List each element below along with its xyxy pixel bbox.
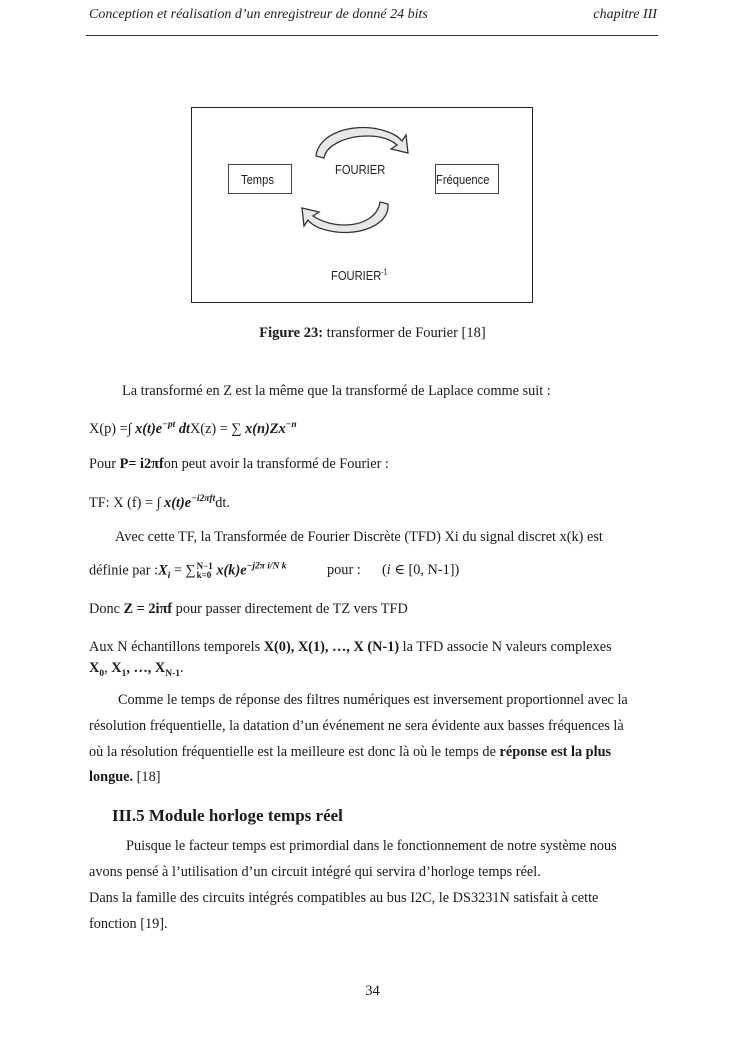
def-lhs-sub: i (167, 571, 171, 582)
donc-prefix: Donc (89, 601, 124, 617)
def-pour: pour : (327, 562, 361, 578)
def-sum-sup: N−1 (196, 561, 213, 571)
def-sum-sub: k=0 (196, 570, 212, 580)
inverse-fourier-exponent: -1 (381, 267, 388, 277)
tf-prefix: TF: X (f) = ∫ (89, 495, 165, 511)
def-range-i: i (386, 562, 391, 578)
laplace-z-formula (89, 421, 297, 438)
page-number: 34 (365, 983, 380, 999)
tf-expr: x(t)e (164, 495, 192, 511)
aux-bold: X(0), X(1), …, X (N-1) (263, 639, 400, 655)
header-rule (86, 35, 658, 36)
tfd-intro: Avec cette TF, la Transformée de Fourier Discrète (TFD) Xi du signal discret x(k) est (115, 529, 603, 545)
temps-box (228, 164, 292, 194)
donc-bold: Z = 2iπf (123, 601, 173, 617)
pour-line (89, 456, 389, 473)
running-header-title: Conception et réalisation d’un enregistreur de donné 24 bits (89, 7, 428, 22)
para1-line2: résolution fréquentielle, la datation d’un événement ne sera évidente aux basses fréquences là (89, 718, 624, 734)
section-title: III.5 Module horloge temps réel (112, 806, 343, 825)
laplace-expr: x(t)e (135, 421, 163, 437)
running-header-chapter: chapitre III (593, 7, 657, 22)
aux-xn-sub: N-1 (165, 668, 181, 679)
para1-line1: Comme le temps de réponse des filtres numériques est inversement proportionnel avec la (118, 692, 628, 708)
def-eq: = ∑ (170, 562, 196, 579)
aux-prefix: Aux N échantillons temporels (89, 639, 264, 655)
def-expr: x(k)e (212, 562, 247, 579)
donc-rest: pour passer directement de TZ vers TFD (172, 601, 408, 617)
tf-suffix: dt. (215, 495, 230, 511)
laplace-exp: −pt (162, 420, 176, 431)
z-prefix: X(z) = ∑ (189, 421, 246, 437)
inverse-fourier-label (331, 268, 387, 283)
z-exp: −n (285, 420, 297, 431)
inverse-fourier-text: FOURIER (331, 268, 382, 283)
caption-label: Figure 23: (259, 325, 324, 341)
aux-x0: X (89, 660, 100, 676)
laplace-prefix: X(p) =∫ (89, 421, 136, 437)
aux-rest: la TFD associe N valeurs complexes (399, 639, 612, 655)
aux-x0-sub: 0 (99, 668, 105, 679)
def-lhs: X (158, 562, 168, 579)
para2-line2: avons pensé à l’utilisation d’un circuit intégré qui servira d’horloge temps réel. (89, 864, 541, 880)
pour-rest: on peut avoir la transformé de Fourier : (163, 456, 389, 472)
aux-line (89, 639, 612, 656)
para1-line3 (89, 744, 611, 761)
def-exp: −j2π i/N k (246, 561, 287, 572)
figure-caption (0, 325, 745, 342)
para1-line4-a: longue. (89, 769, 134, 785)
para2-line4: fonction [19]. (89, 916, 168, 932)
def-range: (i ∈ [0, N-1]) (382, 562, 460, 578)
forward-arrow (316, 128, 408, 158)
para1-line3-a: où la résolution fréquentielle est la meilleure est donc là où le temps de (89, 744, 500, 760)
donc-line (89, 601, 408, 618)
para1-line4 (89, 769, 161, 786)
para2-line3: Dans la famille des circuits intégrés compatibles au bus I2C, le DS3231N satisfait à cette (89, 890, 599, 906)
z-expr: x(n)Zx (245, 421, 286, 437)
def-range-text: ∈ [0, N-1]) (390, 562, 460, 578)
aux-xn: X (154, 660, 166, 676)
fourier-diagram (191, 107, 533, 303)
aux-mid: , …, (126, 660, 155, 676)
para2-line1: Puisque le facteur temps est primordial dans le fonctionnement de notre système nous (126, 838, 617, 854)
tf-exp: −i2πft (191, 494, 216, 505)
tf-formula (89, 495, 230, 512)
pour-text: Pour (89, 456, 120, 472)
aux-x1-sub: 1 (121, 668, 127, 679)
para1-line3-b: réponse est la plus (499, 744, 612, 760)
def-sum-limits (197, 562, 213, 580)
inverse-arrow (302, 202, 388, 232)
frequence-box (435, 164, 499, 194)
laplace-dt: dt (175, 421, 190, 437)
frequence-label: Fréquence (435, 171, 490, 187)
aux-values-line: $X_0$, $X_1$, …, $X_{N-1}$. (89, 660, 184, 679)
aux-x1: X (111, 660, 122, 676)
z-transform-intro: La transformé en Z est la même que la transformé de Laplace comme suit : (122, 383, 551, 399)
tfd-definition (89, 562, 287, 580)
caption-text: transformer de Fourier [18] (323, 325, 486, 341)
pour-bold: P= i2πf (119, 456, 164, 472)
fourier-label: FOURIER (335, 162, 386, 177)
temps-label: Temps (240, 171, 274, 187)
def-prefix: définie par : (89, 562, 159, 579)
para1-line4-b: [18] (133, 769, 161, 785)
